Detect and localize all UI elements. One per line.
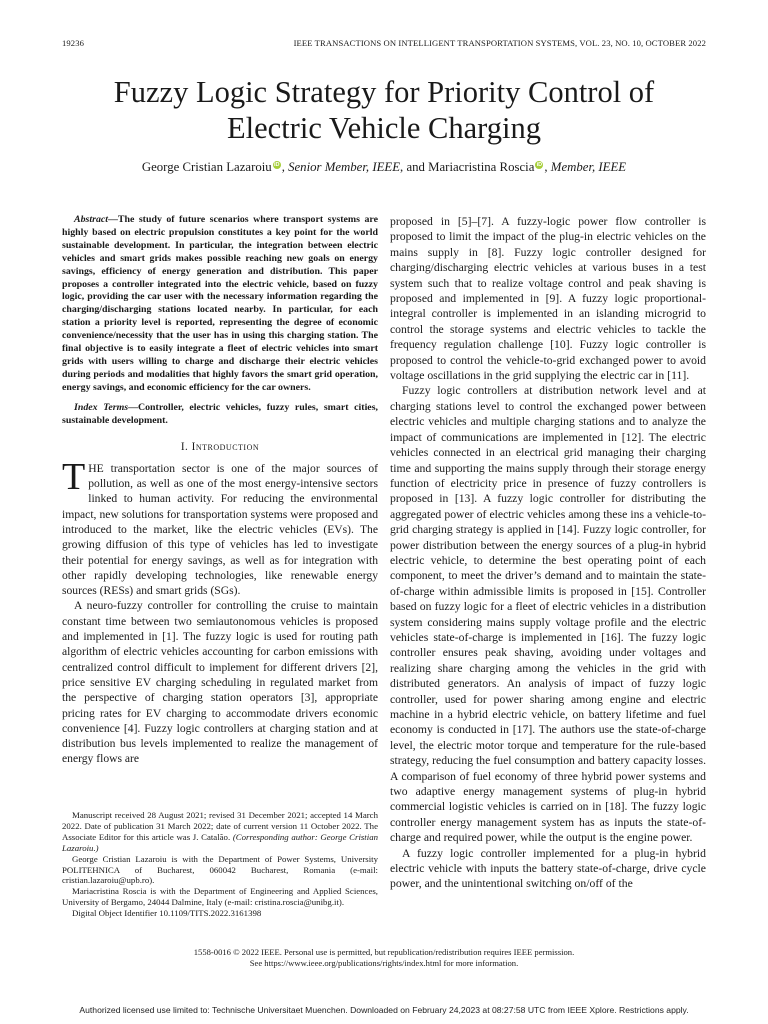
section-title: Introduction (191, 440, 260, 453)
paper-title (62, 74, 706, 146)
author-2-name: Mariacristina Roscia (428, 160, 535, 174)
intro-paragraph-1 (62, 455, 378, 599)
index-terms-label: Index Terms (74, 401, 129, 413)
rights-link[interactable]: See https://www.ieee.org/publications/rights/index.html for more information. (249, 958, 519, 968)
footnotes (62, 810, 378, 919)
journal-header: IEEE TRANSACTIONS ON INTELLIGENT TRANSPORTATION SYSTEMS, VOL. 23, NO. 10, OCTOBER 2022 (293, 38, 706, 48)
title-line-1: Fuzzy Logic Strategy for Priority Control of (113, 75, 655, 109)
index-terms (62, 402, 378, 428)
intro-paragraph-2: A neuro-fuzzy controller for controlling the cruise to maintain constant time between two semiautonomous vehicles is proposed and implemented in [1]. The fuzzy logic is used for routing path algorithm of electric vehicles accounting for carbon emissions with centralized control difficult to implement for different drivers [2], price sensitive EV charging scheduling in regulated market from the perspective of charging station operators [3], appropriate pricing rates for EV charging to accommodate drivers economic convenience [4]. Fuzzy logic controllers at charging station and at distribution bus levels implemented to realize the management of energy flows are (62, 599, 378, 766)
right-paragraph-3: A fuzzy logic controller implemented for a plug-in hybrid electric vehicle with inputs the battery state-of-charge, drive cycle power, and the unintentional switching on/off of the (390, 846, 706, 891)
section-heading (62, 440, 378, 455)
doi: Digital Object Identifier 10.1109/TITS.2022.3161398 (72, 908, 262, 919)
copyright-footer (62, 947, 706, 969)
abstract-text: The study of future scenarios where transport systems are highly based on electric propulsion constitutes a key point for the world sustainable development. In particular, the integration between electric vehicles and smart grids makes possible reaching new goals on energy savings, efficiency of energy generation and distribution. This paper proposes a controller integrated into the electric vehicle, based on fuzzy logic, providing the car user with the necessary information regarding the charging/discharging stations located nearby. In particular, for each station a priority level is reported, representing the degree of economic convenience/necessity that the user has in using this charging station. The final objective is to easily integrate a fleet of electric vehicles into smart grids with users willing to charge and discharge their electric vehicles during periods and modalities that highly favors the smart grid operation, energy savings, and economic efficiency for the car owners. (62, 214, 378, 393)
orcid-icon[interactable]: iD (273, 161, 280, 168)
author-1-role: Senior Member, IEEE (288, 160, 401, 174)
section-numeral: I. (180, 440, 192, 453)
affiliation-1: George Cristian Lazaroiu is with the Department of Power Systems, University POLITEHNICA of Bucharest, 060042 Bucharest, Romania (e-mail: cristian.lazaroiu@upb.ro). (62, 853, 378, 886)
author-line: George Cristian Lazaroiu iD , Senior Member, IEEE, and Mariacristina Roscia iD , Member, IEEE (141, 160, 627, 174)
affiliation-2: Mariacristina Roscia is with the Department of Engineering and Applied Sciences, University of Bergamo, 24044 Dalmine, Italy (e-mail: cristina.roscia@unibg.it). (62, 886, 378, 908)
index-terms-dash: — (128, 401, 138, 413)
intro-paragraph-1-text: HE transportation sector is one of the major sources of pollution, as well as one of the most energy-intensive sectors linked to human activity. For reducing the environmental impact, new solutions for transportation systems were proposed and introduced to the market, like the electric vehicles (EVs). The growing diffusion of this type of vehicles has led to investigate their potential for energy savings, as well as for integration with other rapidly developing technologies, like renewable energy sources (RESs) and smart grids (SGs). (62, 461, 378, 598)
authorized-use-notice: Authorized licensed use limited to: Technische Universitaet Muenchen. Downloaded on February 24,2023 at 08:27:58 UTC from IEEE Xplore. Restrictions apply. (79, 1005, 689, 1015)
right-column (390, 214, 706, 892)
abstract-label: Abstract (74, 214, 109, 225)
abstract (62, 214, 378, 395)
left-column (62, 214, 378, 767)
right-paragraph-2: Fuzzy logic controllers at distribution network level and at charging stations level to control the exchanged power between electric vehicles and multiple charging stations and to analyze the impact of communications are implemented in [12]. The electric vehicles connected in an electrical grid managing their charging time and supporting the mains supply through their storage energy function of electricity price in presence of fuzzy controllers is proposed in [13]. A fuzzy logic controller for distributing the aggregated power of electric vehicles among these ins a vehicle-to-grid charging strategy is applied in [14]. Fuzzy logic controller, for power distribution between the energy sources of a plug-in hybrid electric vehicle, to determine the best operating point of each component, to meet the driver’s demand and to maintain the state-of-charge within admissible limits is proposed in [15]. Controller based on fuzzy logic for a fleet of electric vehicles in a distribution system considering mains supply voltage profile and the electric vehicles state-of-charge is implemented in [16]. The fuzzy logic controller ensures peak shaving, avoiding under voltages and realizing share charging among the vehicles in the grid with distributed generators. An analysis of impact of fuzzy logic controller, used for power sharing among engine and electric machine in a hybrid electric vehicle, on battery lifetime and fuel economy is conducted in [17]. The authors use the state-of-charge level, the electric motor torque and temperature for the rule-based strategy, reducing the fuel consumption and battery capacity losses. A comparison of fuel economy of three hybrid power systems and two adaptive energy management systems of plug-in hybrid commercial logistic vehicles is carried on in [18]. The fuzzy logic controller energy management system has as inputs the state-of-charge and required power, while the output is the engine power. (390, 384, 706, 845)
author-1-name: George Cristian Lazaroiu (141, 160, 272, 174)
author-2-role: Member, IEEE (550, 160, 627, 174)
drop-cap: T (62, 455, 86, 498)
author-joiner: , and (400, 160, 429, 174)
abstract-dash: — (108, 214, 118, 225)
corresponding-author: (Corresponding author: George Cristian Lazaroiu.) (62, 831, 378, 853)
page-number: 19236 (62, 38, 84, 48)
index-terms-text: Controller, electric vehicles, fuzzy rules, smart cities, sustainable development. (62, 401, 379, 426)
orcid-icon[interactable]: iD (536, 161, 543, 168)
manuscript-note: Manuscript received 28 August 2021; revised 31 December 2021; accepted 14 March 2022. Date of publication 31 March 2022; date of current version 11 October 2022. The Associate Editor for this article was J. Catalão. (Corresponding author: George Cristian Lazaroiu.) (62, 810, 378, 853)
right-paragraph-1: proposed in [5]–[7]. A fuzzy-logic power flow controller is proposed to limit the impact of the plug-in electric vehicles on the mains supply in [8]. Fuzzy logic controller designed for charging/discharging electric vehicles at various buses in a test system such that to realize voltage control and peak shaving is proposed and implemented in [9]. A fuzzy logic proportional-integral controller is implemented in an islanding microgrid to control the storage systems and electric vehicles to tackle the frequency regulation challenge [10]. Fuzzy logic controller is proposed to control the vehicle-to-grid exchanged power to avoid voltage oscillations in the grid supplying the electric car in [11]. (390, 215, 706, 383)
copyright-line: 1558-0016 © 2022 IEEE. Personal use is permitted, but republication/redistribution requires IEEE permission. (193, 947, 575, 957)
title-line-2: Electric Vehicle Charging (227, 111, 541, 145)
